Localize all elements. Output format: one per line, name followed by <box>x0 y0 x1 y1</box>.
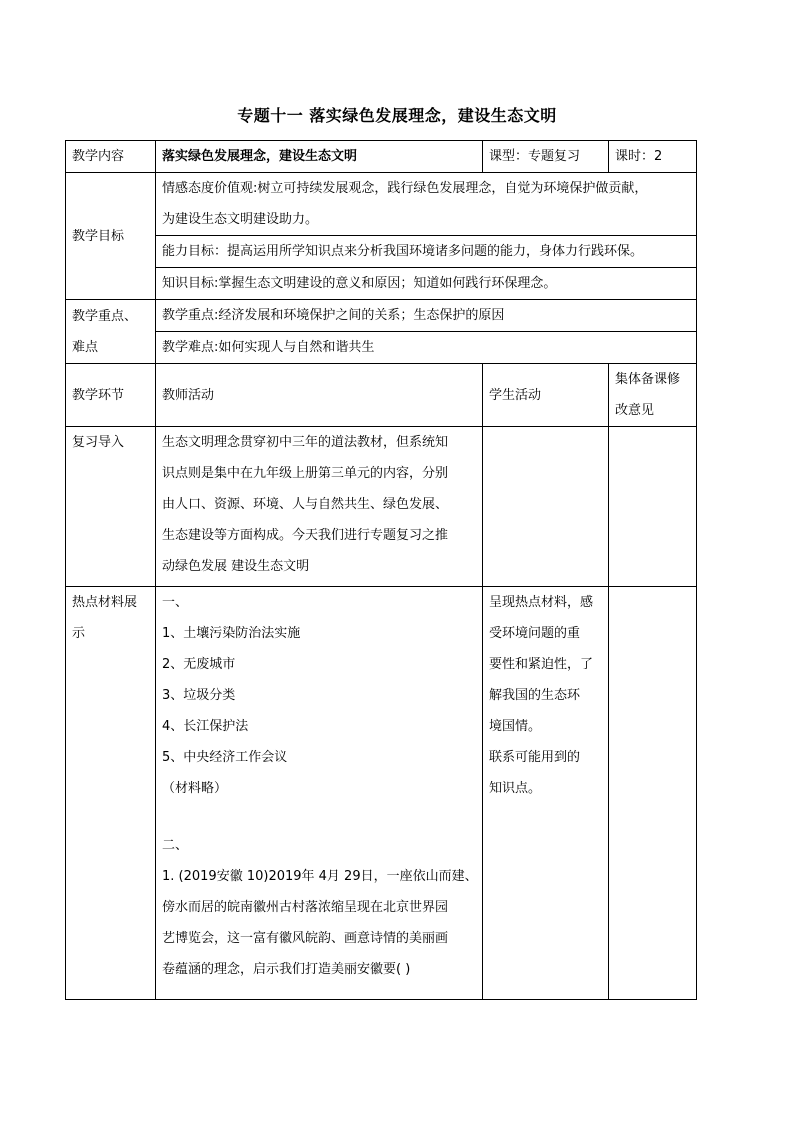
hot-materials-notes-cell <box>609 587 697 1000</box>
emotion-objective-line-2: 为建设生态文明建设助力。 <box>162 212 319 227</box>
notes-header-line-1: 集体备课修 <box>615 372 681 387</box>
lesson-type-cell <box>483 141 609 173</box>
review-stage: 复习导入 <box>72 435 125 450</box>
notes-header-line-2: 改意见 <box>615 403 655 418</box>
review-line: 识点则是集中在九年级上册第三单元的内容，分别 <box>162 466 449 481</box>
ability-objective: 能力目标：提高运用所学知识点来分析我国环境诸多问题的能力，身体力行践环保。 <box>162 244 644 259</box>
student-activity-line: 解我国的生态环 <box>489 688 581 703</box>
review-line: 生态文明理念贯穿初中三年的道法教材，但系统知 <box>162 435 449 450</box>
spacer <box>162 804 476 830</box>
review-line: 由人口、资源、环境、人与自然共生、绿色发展、 <box>162 497 449 512</box>
key-points-label-line-1: 教学重点、 <box>72 308 138 324</box>
objectives-label-cell <box>66 173 156 300</box>
emotion-objective-line-1: 情感态度价值观:树立可持续发展观念，践行绿色发展理念，自觉为环境保护做贡献， <box>162 181 648 196</box>
material-item: 5、中央经济工作会议 <box>162 750 288 765</box>
review-notes-cell <box>609 427 697 587</box>
question-line: 卷蕴涵的理念，启示我们打造美丽安徽要( ) <box>162 962 411 977</box>
section-heading-1: 一、 <box>162 595 189 610</box>
key-points-label-line-2: 难点 <box>72 339 99 355</box>
hot-materials-stage-line-1: 热点材料展 <box>72 595 138 610</box>
review-stage-cell <box>66 427 156 587</box>
stage-header: 教学环节 <box>72 387 125 403</box>
stage-header-cell <box>66 364 156 427</box>
notes-header-cell <box>609 364 697 427</box>
student-activity-line: 联系可能用到的 <box>489 750 581 765</box>
student-activity-line: 要性和紧迫性，了 <box>489 657 594 672</box>
periods-cell <box>609 141 697 173</box>
difficult-point: 教学难点:如何实现人与自然和谐共生 <box>162 340 375 355</box>
knowledge-objective-cell <box>156 268 697 300</box>
review-student-cell <box>483 427 609 587</box>
material-item: 3、垃圾分类 <box>162 688 236 703</box>
periods: 课时：2 <box>615 149 663 164</box>
key-points-label-cell <box>66 300 156 364</box>
hot-materials-teacher-cell <box>156 587 483 1000</box>
question-line: 1. (2019安徽 10)2019年 4月 29日，一座依山而建、 <box>162 869 478 884</box>
review-line: 动绿色发展 建设生态文明 <box>162 559 310 574</box>
question-line: 艺博览会，这一富有徽风皖韵、画意诗情的美丽画 <box>162 931 449 946</box>
teacher-header-cell <box>156 364 483 427</box>
hot-materials-stage-cell <box>66 587 156 1000</box>
content-value: 落实绿色发展理念，建设生态文明 <box>162 149 358 164</box>
hot-materials-student-cell <box>483 587 609 1000</box>
teacher-header: 教师活动 <box>162 387 215 403</box>
ability-objective-cell <box>156 236 697 268</box>
lesson-type: 课型：专题复习 <box>489 149 581 164</box>
review-line: 生态建设等方面构成。今天我们进行专题复习之推 <box>162 528 449 543</box>
materials-omitted-note: （材料略） <box>162 781 228 796</box>
difficult-point-cell <box>156 332 697 364</box>
page-title: 专题十一 落实绿色发展理念，建设生态文明 <box>237 106 557 125</box>
student-activity-line: 呈现热点材料，感 <box>489 595 594 610</box>
content-label: 教学内容 <box>72 149 125 164</box>
question-line: 傍水而居的皖南徽州古村落浓缩呈现在北京世界园 <box>162 900 449 915</box>
key-point: 教学重点:经济发展和环境保护之间的关系；生态保护的原因 <box>162 308 505 323</box>
content-cell <box>156 141 483 173</box>
material-item: 4、长江保护法 <box>162 719 249 734</box>
material-item: 1、土壤污染防治法实施 <box>162 626 301 641</box>
section-heading-2: 二、 <box>162 838 189 853</box>
emotion-objective-cell <box>156 173 697 236</box>
knowledge-objective: 知识目标:掌握生态文明建设的意义和原因；知道如何践行环保理念。 <box>162 276 557 291</box>
student-activity-line: 境国情。 <box>489 719 542 734</box>
student-activity-line: 知识点。 <box>489 781 542 796</box>
lesson-plan-table <box>65 140 697 1000</box>
student-activity-line: 受环境问题的重 <box>489 626 581 641</box>
review-teacher-cell <box>156 427 483 587</box>
objectives-label: 教学目标 <box>72 228 125 244</box>
student-header-cell <box>483 364 609 427</box>
material-item: 2、无废城市 <box>162 657 236 672</box>
hot-materials-stage-line-2: 示 <box>72 626 86 641</box>
key-point-cell <box>156 300 697 332</box>
content-label-cell <box>66 141 156 173</box>
student-header: 学生活动 <box>489 387 542 403</box>
